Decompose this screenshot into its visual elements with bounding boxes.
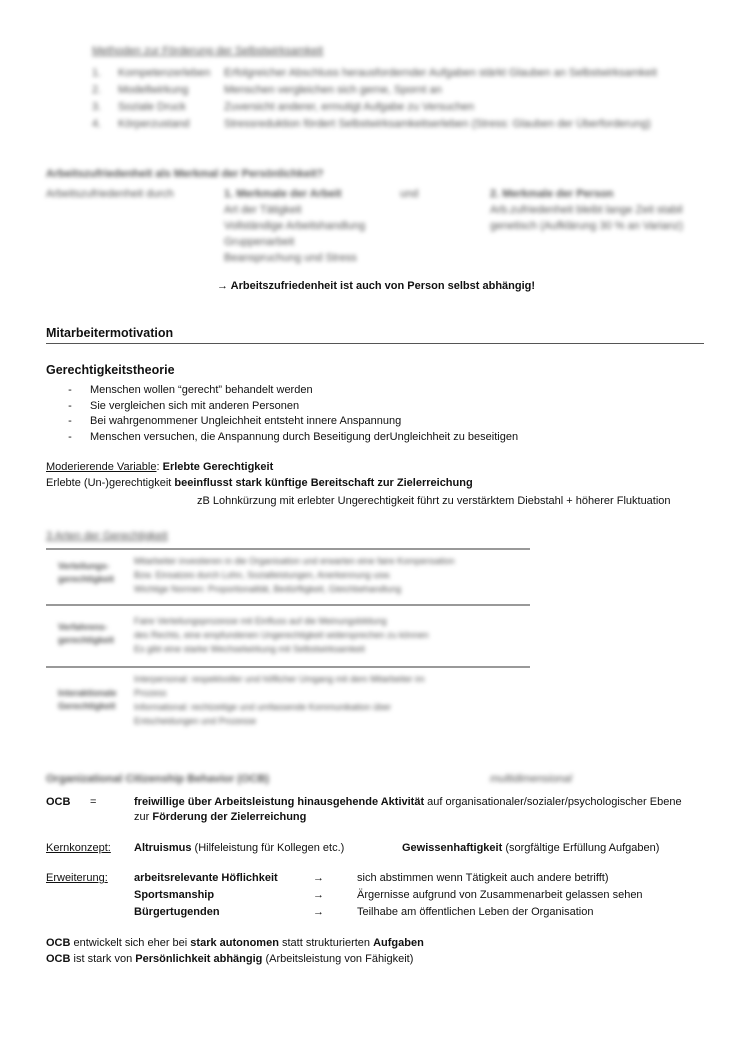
section2-title: Arbeitszufriedenheit als Merkmal der Persönlichkeit?	[46, 168, 324, 180]
table-cell: Mitarbeiter investieren in die Organisation und erwarten eine faire Kompensation	[134, 556, 455, 566]
list-item-name: Kompetenzerleben	[118, 67, 211, 79]
erw-term: Sportsmanship	[134, 889, 215, 901]
text-span: (Arbeitsleistung von Fähigkeit)	[262, 953, 414, 965]
ocb-def-bold: freiwillige über Arbeitsleistung hinausgehende Aktivität	[134, 796, 425, 808]
example-line: zB Lohnkürzung mit erlebter Ungerechtigkeit führt zu verstärktem Diebstahl + höherer Fluktuation	[197, 495, 671, 507]
motivation-heading: Mitarbeitermotivation	[46, 326, 174, 340]
kern2	[402, 842, 659, 854]
erw-term: Bürgertugenden	[134, 906, 220, 918]
table-row-label: Verteilungs-	[58, 561, 110, 571]
text-span: entwickelt sich eher bei	[70, 937, 191, 949]
list-item: Sie vergleichen sich mit anderen Personen	[90, 400, 300, 412]
list-item-name: Modellwirkung	[118, 84, 189, 96]
bullet-dash: -	[68, 431, 72, 443]
arrow-right-icon: →	[313, 872, 324, 884]
text-bold: Aufgaben	[373, 937, 424, 949]
list-item-name: Soziale Druck	[118, 101, 186, 113]
ocb-label: OCB	[46, 796, 71, 808]
ocb-def-goal: Förderung der Zielerreichung	[152, 811, 307, 823]
ocb-abbr: OCB	[46, 937, 71, 949]
list-item-num: 3.	[92, 101, 102, 113]
section2-col1-item: Beanspruchung und Stress	[224, 252, 357, 264]
heading-rule	[46, 343, 704, 344]
table-row-label: Gerechtigkeit	[58, 701, 116, 711]
moderator-colon: :	[156, 461, 160, 473]
list-item: Bei wahrgenommener Ungleichheit entsteht innere Anspannung	[90, 415, 402, 427]
text-span: ist stark von	[70, 953, 136, 965]
text-span: statt strukturierten	[278, 937, 374, 949]
section2-col1-title: 1. Merkmale der Arbeit	[224, 188, 342, 200]
list-item-num: 2.	[92, 84, 102, 96]
ocb-note: multidimensional	[490, 773, 572, 785]
moderator-value: Erlebte Gerechtigkeit	[162, 461, 274, 473]
section2-col1-item: Gruppenarbeit	[224, 236, 295, 248]
erw-desc: Teilhabe am öffentlichen Leben der Organisation	[357, 906, 594, 918]
kern2-term: Gewissenhaftigkeit	[402, 842, 503, 854]
erlebte-line	[46, 477, 473, 489]
kern1-term: Altruismus	[134, 842, 192, 854]
kern2-desc: (sorgfältige Erfüllung Aufgaben)	[502, 842, 660, 854]
section2-col1-item: Vollständige Arbeitshandlung	[224, 220, 366, 232]
table-cell: Prozess	[134, 688, 167, 698]
section2-col2-item: genetisch (Aufklärung 30 % an Varianz)	[490, 220, 684, 232]
ocb-def-prefix: zur	[134, 811, 153, 823]
section2-col1-item: Art der Tätigkeit	[224, 204, 302, 216]
list-item-text: Erfolgreicher Abschluss herausfordernder Aufgaben stärkt Glauben an Selbstwirksamkeit	[224, 67, 657, 79]
erlebte-prefix: Erlebte (Un-)gerechtigkeit	[46, 477, 175, 489]
bullet-dash: -	[68, 384, 72, 396]
table-row-label: gerechtigkeit	[58, 635, 115, 645]
arrow-right-icon: →	[313, 889, 324, 901]
final-line-1	[46, 937, 424, 949]
kern1-desc: (Hilfeleistung für Kollegen etc.)	[191, 842, 345, 854]
section2-col2-title: 2. Merkmale der Person	[490, 188, 614, 200]
final-line-2	[46, 953, 413, 965]
ocb-eq: =	[90, 796, 97, 808]
ocb-def-normal: auf organisationaler/sozialer/psychologischer Ebene	[424, 796, 682, 808]
list-item-num: 4.	[92, 118, 102, 130]
list-item-num: 1.	[92, 67, 102, 79]
table-cell: des Rechts, eine empfundenen Ungerechtigkeit widersprechen zu können	[134, 630, 429, 640]
list-item-name: Körperzustand	[118, 118, 190, 130]
table-cell: Wichtige Normen: Proportionalität, Bedürftigkeit, Gleichbehandlung	[134, 584, 402, 594]
kern1	[134, 842, 344, 854]
erw-desc: sich abstimmen wenn Tätigkeit auch andere betrifft)	[357, 872, 609, 884]
table-row-label: Interaktionale	[58, 688, 117, 698]
erw-desc: Ärgernisse aufgrund von Zusammenarbeit gelassen sehen	[357, 889, 643, 901]
ocb-abbr: OCB	[46, 953, 71, 965]
list-item: Menschen wollen “gerecht” behandelt werden	[90, 384, 313, 396]
erlebte-bold: beeinflusst stark künftige Bereitschaft zur Zielerreichung	[174, 477, 473, 489]
table-cell: Informational: rechtzeitige und umfassende Kommunikation über	[134, 702, 392, 712]
table-cell: Bzw. Einsatzes durch Lohn, Sozialleistungen, Anerkennung usw.	[134, 570, 392, 580]
erw-label: Erweiterung:	[46, 872, 108, 884]
bullet-dash: -	[68, 400, 72, 412]
moderator-line	[46, 461, 273, 473]
table-cell: Es gibt eine starke Wechselwirkung mit Selbstwirksamkeit	[134, 644, 365, 654]
arten-title: 3 Arten der Gerechtigkeit	[46, 530, 168, 542]
table-cell: Interpersonal: respektvoller und höflicher Umgang mit dem Mitarbeiter im	[134, 674, 425, 684]
erw-term: arbeitsrelevante Höflichkeit	[134, 872, 278, 884]
list-item: Menschen versuchen, die Anspannung durch Beseitigung derUngleichheit zu beseitigen	[90, 431, 519, 443]
table-cell: Entscheidungen und Prozesse	[134, 716, 257, 726]
table-row-label: gerechtigkeit	[58, 574, 115, 584]
text-bold: stark autonomen	[190, 937, 279, 949]
gerecht-heading: Gerechtigkeitstheorie	[46, 363, 175, 377]
text-bold: Persönlichkeit abhängig	[135, 953, 263, 965]
section2-left: Arbeitszufriedenheit durch	[46, 188, 174, 200]
ocb-def-line2	[134, 811, 306, 823]
arrow-right-icon: →	[313, 906, 324, 918]
section2-col2-item: Arb.zufriedenheit bleibt lange Zeit stabil	[490, 204, 683, 216]
table-cell: Faire Verteilungsprozesse mit Einfluss auf die Meinungsbildung	[134, 616, 387, 626]
section2-conclusion: → Arbeitszufriedenheit ist auch von Person selbst abhängig!	[217, 280, 536, 292]
ocb-title: Organizational Citizenship Behavior (OCB)	[46, 773, 270, 785]
list-item-text: Menschen vergleichen sich gerne, Spornt an	[224, 84, 442, 96]
bullet-dash: -	[68, 415, 72, 427]
kern-label: Kernkonzept:	[46, 842, 111, 854]
list-item-text: Zuversicht anderer, ermutigt Aufgabe zu Versuchen	[224, 101, 475, 113]
list-item-text: Stressreduktion fördert Selbstwirksamkeitserleben (Stress: Glauben der Überforderung)	[224, 118, 651, 130]
section2-and: und	[400, 188, 419, 200]
moderator-label: Moderierende Variable	[46, 461, 157, 473]
section1-title: Methoden zur Förderung der Selbstwirksamkeit	[92, 45, 324, 57]
table-row-label: Verfahrens-	[58, 622, 108, 632]
ocb-def-line1	[134, 796, 682, 808]
